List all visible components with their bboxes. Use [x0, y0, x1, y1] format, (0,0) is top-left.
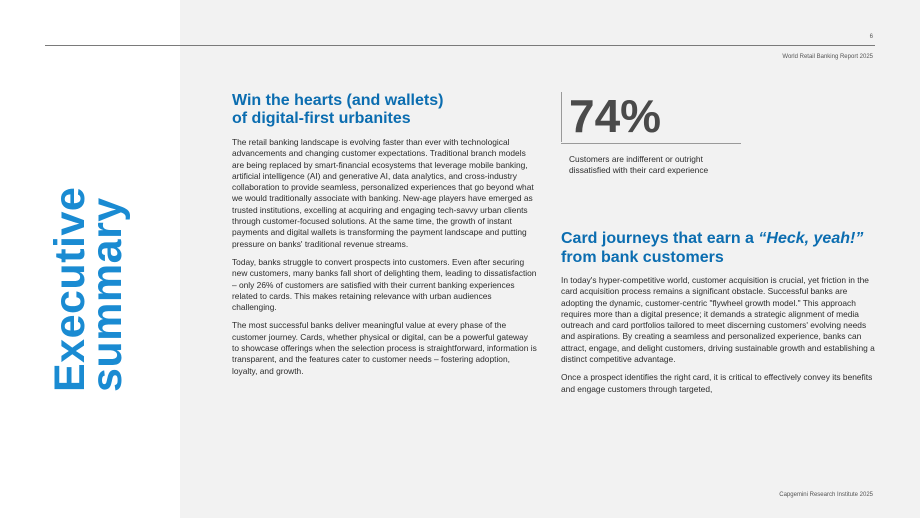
right-heading-part1: Card journeys that earn a [561, 230, 759, 247]
left-paragraph: The most successful banks deliver meaningful value at every phase of the customer journey. Cards, whether physical or digital, can be a powerful gateway to showcase offerings when the selection process is straightforward, information is transparent, and the features cater to customer needs – fostering adoption, loyalty, and growth. [232, 320, 537, 376]
right-heading [561, 229, 881, 267]
left-paragraph: Today, banks struggle to convert prospects into customers. Even after securing new customers, many banks fall short of delighting them, leading to dissatisfaction – only 26% of customers are satisfied with their current banking experiences related to cards. This makes retaining relevance with urban audiences challenging. [232, 256, 537, 313]
right-paragraph: Once a prospect identifies the right card, it is critical to effectively convey its benefits and engage customers through targeted, [561, 372, 873, 394]
stat-horizontal-rule [561, 143, 741, 144]
section-title-line1: Executive [46, 186, 94, 392]
left-heading-line1: Win the hearts (and wallets) [232, 92, 444, 109]
left-heading [232, 92, 537, 128]
left-column [232, 92, 537, 384]
section-title-line2: summary [83, 197, 131, 392]
footer-text: Capgemini Research Institute 2025 [779, 492, 873, 498]
header-rule [45, 45, 875, 46]
right-heading-emphasis: “Heck, yeah!” [758, 230, 864, 247]
page-number: 6 [869, 34, 873, 40]
report-name: World Retail Banking Report 2025 [782, 54, 873, 60]
stat-caption: Customers are indifferent or outright dissatisfied with their card experience [569, 154, 709, 175]
right-column [561, 229, 881, 402]
right-paragraph: In today's hyper-competitive world, customer acquisition is crucial, yet friction in the card acquisition process remains a significant obstacle. Successful banks are adopting the dynamic, customer-centric "flywheel growth model." This approach requires more than a digital presence; it demands a strategic alignment of media outreach and card portfolios tailored to meet discerning customers' evolving needs and aspirations. By creating a seamless and personalized experience, banks can attract, engage, and delight customers, driving sustainable growth and establishing a distinct competitive advantage. [561, 275, 875, 365]
section-title [46, 182, 131, 392]
stat-value: 74% [569, 90, 662, 142]
left-heading-line2: of digital-first urbanites [232, 110, 411, 127]
left-paragraph: The retail banking landscape is evolving faster than ever with technological advancements and changing customer expectations. Traditional branch models are being replaced by smart-financial ecosystems that leverage mobile banking, artificial intelligence (AI) and generative AI, data analytics, and cross-industry collaboration to provide seamless, personalized experiences that go beyond what we would traditionally associate with banking. New-age players have emerged as trusted institutions, excelling at acquiring and engaging tech-savvy urban clients through customer-focused solutions. At the same time, the growth of instant payments and digital wallets is transforming the payment landscape and putting pressure on banks' traditional revenue streams. [232, 137, 534, 249]
right-heading-part2: from bank customers [561, 249, 724, 266]
stat-vertical-rule [561, 92, 562, 142]
